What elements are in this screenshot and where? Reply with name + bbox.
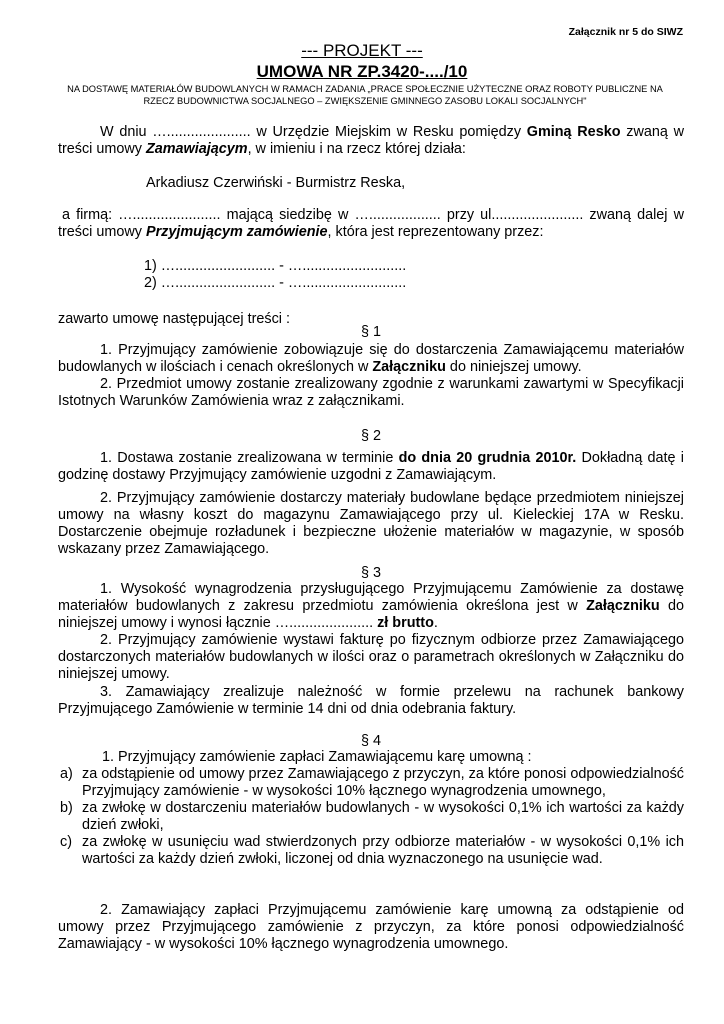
list-item-text: za zwłokę w usunięciu wad stwierdzonych przy odbiorze materiałów - w wysokości 0,1% ich wartości za każdy dzień zwłoki, liczonej od dnia wyznaczonego na usunięcie wad. <box>82 834 684 867</box>
list-item-text: za odstąpienie od umowy przez Zamawiającego z przyczyn, za które ponosi odpowiedzialność Przyjmujący zamówienie - w wysokości 10% łącznego wynagrodzenia umownego, <box>82 766 684 799</box>
s2-text-a: 1. Dostawa zostanie zrealizowana w terminie <box>100 450 399 466</box>
section-1-sign: § 1 <box>360 324 381 340</box>
intro-paragraph <box>58 124 684 158</box>
section-3-sign: § 3 <box>360 565 381 581</box>
list-item-label: a) <box>60 766 73 782</box>
section-4-sign: § 4 <box>360 733 381 749</box>
list-item <box>58 800 684 834</box>
representative-1: 1) …......................... - ….......................... <box>144 258 407 274</box>
s3-text-e: . <box>433 615 438 631</box>
contractor-text-c: , która jest reprezentowany przez: <box>327 224 544 240</box>
gross-amount-label: zł brutto <box>377 615 434 631</box>
mayor-line: Arkadiusz Czerwiński - Burmistrz Reska, <box>146 175 406 191</box>
section-1-point-2: 2. Przedmiot umowy zostanie zrealizowany zgodnie z warunkami zawartymi w Specyfikacji Istotnych Warunków Zamówienia wraz z załącznikami. <box>58 376 684 409</box>
s1-text-a: 1. Przyjmujący zamówienie zobowiązuje się do dostarczenia Zamawiającemu materiałów budowlanych w ilościach i cenach określonych w <box>58 342 684 375</box>
party-ordering: Zamawiającym <box>145 141 248 157</box>
section-2-point-1 <box>58 450 684 484</box>
section-4-point-2: 2. Zamawiający zapłaci Przyjmującemu zamówienie karę umowną za odstąpienie od umowy przez Przyjmującego zamówienie z przyczyn, za które ponosi odpowiedzialność Zamawiający - w wysokości 10% łącznego wynagrodzenia umownego. <box>58 902 684 952</box>
section-3-point-3: 3. Zamawiający zrealizuje należność w formie przelewu na rachunek bankowy Przyjmującego Zamówienie w terminie 14 dni od dnia odebrania faktury. <box>58 684 684 717</box>
contract-title: UMOWA NR ZP.3420-..../10 <box>256 62 468 81</box>
s3-text-c: do niniejszej umowy i wynosi łącznie …..................... <box>58 598 684 631</box>
s3-text-a: 1. Wysokość wynagrodzenia przysługującego Przyjmującemu Zamówienie za dostawę materiałów budowlanych z zakresu przedmiotu zamówienia określona jest w <box>58 581 684 614</box>
section-2-point-2: 2. Przyjmujący zamówienie dostarczy materiały budowlane będące przedmiotem niniejszej umowy na własny koszt do magazynu Zamawiającego przy ul. Kieleckiej 17A w Resku. Dostarczenie obejmuje rozładunek i bezpieczne ułożenie materiałów w magazynie, w sposób wskazany przez Zamawiającego. <box>58 490 684 557</box>
party-contractor: Przyjmującym zamówienie <box>145 224 328 240</box>
intro-text-c: zwaną w treści umowy <box>58 124 684 157</box>
section-1-point-1 <box>58 342 684 376</box>
annex-label: Załącznik nr 5 do SIWZ <box>568 26 683 38</box>
delivery-deadline: do dnia 20 grudnia 2010r. <box>398 450 577 466</box>
section-3-point-2: 2. Przyjmujący zamówienie wystawi fakturę po fizycznym odbiorze przez Zamawiającego dostarczonych materiałów budowlanych w ilości oraz o parametrach określonych w Załączniku do niniejszej umowy. <box>58 632 684 682</box>
s1-annex-ref: Załączniku <box>372 359 446 375</box>
project-heading: --- PROJEKT --- <box>301 41 423 60</box>
section-2-sign: § 2 <box>360 428 381 444</box>
s2-text-c: Dokładną datę i godzinę dostawy Przyjmujący zamówienie uzgodni z Zamawiającym. <box>58 450 684 483</box>
subtitle-line-2: RZECZ BUDOWNICTWA SOCJALNEGO – ZWIĘKSZENIE GMINNEGO ZASOBU LOKALI SOCJALNYCH" <box>143 96 587 106</box>
s1-text-c: do niniejszej umowy. <box>445 359 582 375</box>
section-4-point-1: 1. Przyjmujący zamówienie zapłaci Zamawiającemu karę umowną : <box>102 749 532 765</box>
list-item <box>58 766 684 800</box>
penalty-list <box>58 766 684 868</box>
list-item-label: c) <box>60 834 72 850</box>
list-item-text: za zwłokę w dostarczeniu materiałów budowlanych - w wysokości 0,1% ich wartości za każdy dzień zwłoki, <box>82 800 684 833</box>
contract-subtitle <box>50 83 680 107</box>
concluded-line: zawarto umowę następującej treści : <box>58 311 290 327</box>
s3-annex-ref: Załączniku <box>586 598 660 614</box>
subtitle-line-1: NA DOSTAWĘ MATERIAŁÓW BUDOWLANYCH W RAMACH ZADANIA „PRACE SPOŁECZNIE UŻYTECZNE ORAZ ROBOTY PUBLICZNE NA <box>67 84 663 94</box>
representative-2: 2) …......................... - ….......................... <box>144 275 407 291</box>
list-item-label: b) <box>60 800 73 816</box>
contractor-text-a: a firmą: …...................... mającą siedzibę w ….................. przy ul....................... zwaną dalej w treści umowy <box>58 207 684 240</box>
contractor-paragraph <box>58 207 684 241</box>
intro-text-e: , w imieniu i na rzecz której działa: <box>247 141 466 157</box>
intro-text-a: W dniu …..................... w Urzędzie Miejskim w Resku pomiędzy <box>100 124 527 140</box>
party-municipality: Gminą Resko <box>526 124 621 140</box>
list-item <box>58 834 684 868</box>
section-3-point-1 <box>58 581 684 632</box>
